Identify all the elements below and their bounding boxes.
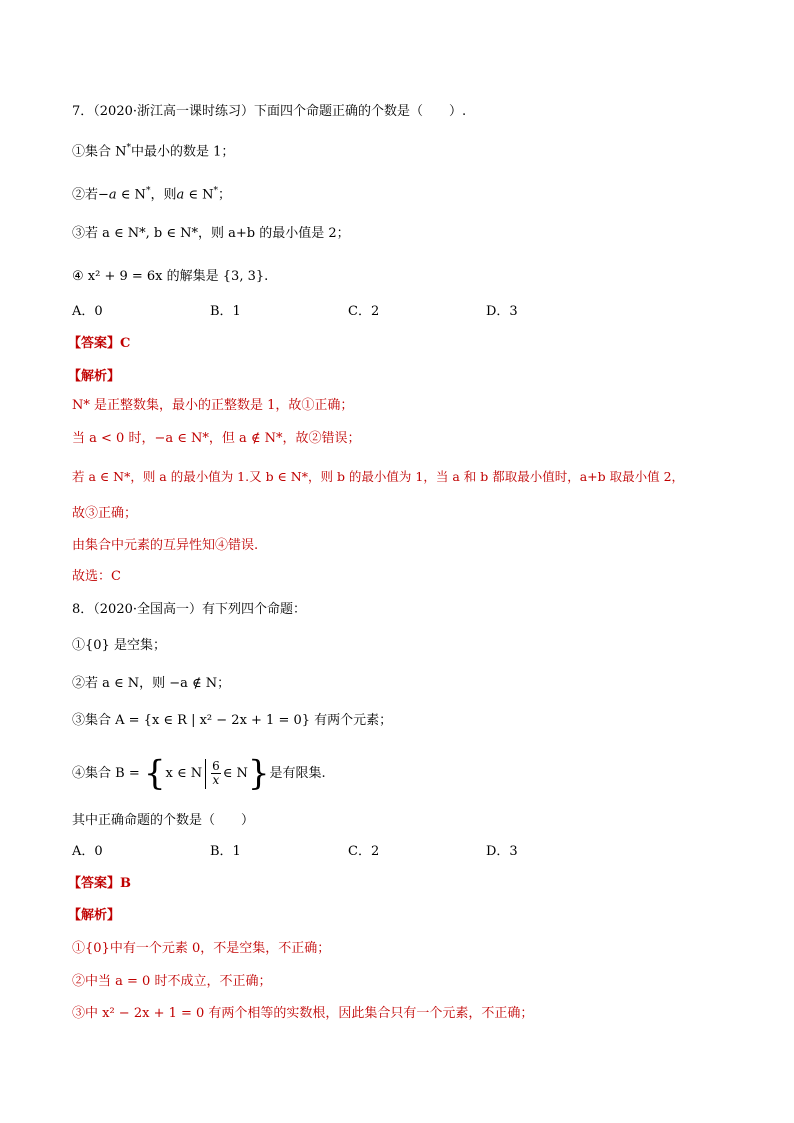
left-brace-symbol: {	[143, 753, 166, 794]
q8-option-b: B．1	[210, 844, 241, 859]
q8-statement-2: ②若 a ∈ N，则 −a ∉ N；	[72, 676, 231, 691]
q7-s1-tail: 中最小的数是 1；	[131, 144, 235, 160]
q7-analysis-line-6: 故选：C	[72, 569, 121, 584]
q7-s2-g: ；	[217, 187, 231, 203]
q8-stem: 8．（2020·全国高一）有下列四个命题：	[72, 602, 306, 617]
q8-statement-1: ①{0} 是空集；	[72, 638, 166, 653]
q7-analysis-line-5: 由集合中元素的互异性知④错误.	[72, 538, 259, 553]
fraction-denominator: x	[212, 773, 220, 787]
q8-statement-4	[72, 753, 326, 794]
q7-s2-c: ∈ N	[116, 187, 146, 203]
q7-s2-d: ，则	[150, 187, 177, 203]
q7-s2-sup: *	[145, 186, 151, 196]
q7-statement-2	[72, 182, 231, 204]
q7-option-a: A．0	[72, 304, 103, 319]
q7-analysis-line-2: 当 a < 0 时，−a ∈ N*，但 a ∉ N*，故②错误；	[72, 431, 361, 446]
q8-analysis-line-2: ②中当 a = 0 时不成立，不正确；	[72, 974, 272, 989]
q8-s4-set-left: x ∈ N	[165, 766, 203, 781]
q7-s2-f: ∈ N	[184, 187, 214, 203]
q7-statement-4: ④ x² + 9 = 6x 的解集是 {3, 3}.	[72, 269, 269, 284]
q7-option-d: D．3	[486, 304, 518, 319]
q8-option-a: A．0	[72, 844, 103, 859]
q7-statement-3: ③若 a ∈ N*, b ∈ N*，则 a+b 的最小值是 2；	[72, 226, 350, 241]
q7-option-b: B．1	[210, 304, 241, 319]
q8-s4-fraction	[211, 760, 221, 787]
q8-answer: 【答案】B	[68, 876, 131, 891]
fraction-numerator: 6	[212, 759, 220, 773]
q8-s4-pre: ④集合 B =	[72, 766, 140, 781]
q8-analysis-line-3: ③中 x² − 2x + 1 = 0 有两个相等的实数根，因此集合只有一个元素，不正确；	[72, 1006, 534, 1021]
q7-s2-e: a	[176, 187, 185, 203]
q7-answer: 【答案】C	[68, 336, 131, 351]
q7-s2-a: ②若−	[72, 187, 109, 203]
q7-s1-text: ①集合 N	[72, 144, 127, 160]
q8-s4-post: 是有限集.	[269, 766, 326, 781]
q7-s2-sup2: *	[213, 186, 218, 196]
q7-statement-1	[72, 139, 234, 161]
right-brace-symbol: }	[247, 753, 270, 794]
q8-analysis-label: 【解析】	[68, 908, 121, 923]
q7-stem: 7．（2020·浙江高一课时练习）下面四个命题正确的个数是（ ）.	[72, 104, 467, 119]
q7-s1-sup: *	[126, 143, 132, 153]
q7-analysis-line-4: 故③正确；	[72, 506, 138, 521]
q8-option-c: C．2	[348, 844, 380, 859]
q7-s2-b: a	[108, 187, 117, 203]
q8-s4-set-right: ∈ N	[222, 766, 248, 781]
q7-analysis-label: 【解析】	[68, 369, 121, 384]
q7-analysis-line-3: 若 a ∈ N*，则 a 的最小值为 1.又 b ∈ N*，则 b 的最小值为 1，当 a 和 b 都取最小值时，a+b 取最小值 2，	[72, 469, 685, 484]
q7-analysis-line-1: N* 是正整数集，最小的正整数是 1，故①正确；	[72, 398, 354, 413]
q8-question: 其中正确命题的个数是（ ）	[72, 813, 255, 828]
q8-statement-3: ③集合 A = {x ∈ R | x² − 2x + 1 = 0} 有两个元素；	[72, 713, 393, 728]
q7-option-c: C．2	[348, 304, 380, 319]
set-separator-bar	[205, 759, 206, 789]
q8-analysis-line-1: ①{0}中有一个元素 0，不是空集，不正确；	[72, 941, 331, 956]
q8-option-d: D．3	[486, 844, 518, 859]
